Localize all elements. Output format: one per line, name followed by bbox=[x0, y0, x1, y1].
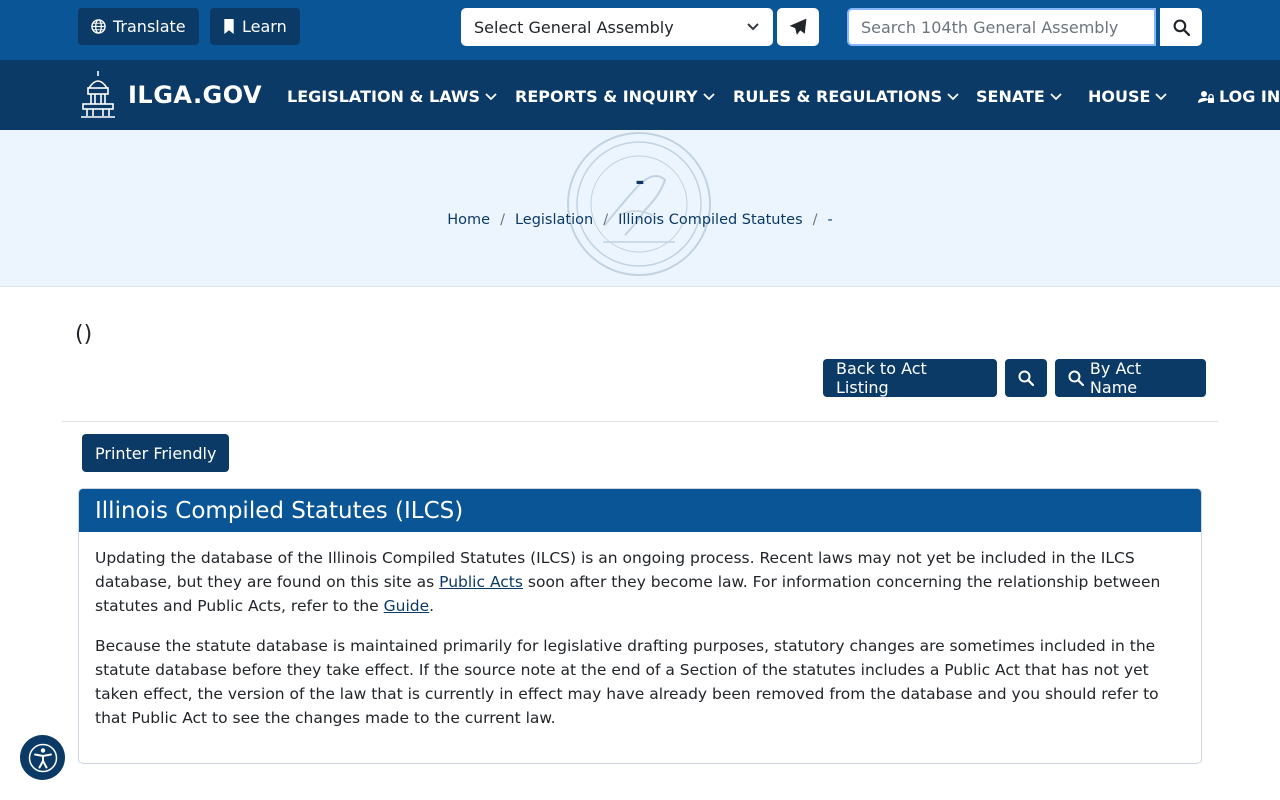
nav-rules-regulations-label: RULES & REGULATIONS bbox=[733, 87, 943, 106]
back-to-act-listing-label: Back to Act Listing bbox=[836, 359, 927, 397]
accessibility-button[interactable] bbox=[20, 735, 65, 780]
content-divider bbox=[62, 421, 1218, 422]
translate-button[interactable] bbox=[78, 8, 199, 45]
nav-legislation-laws-label: LEGISLATION & LAWS bbox=[287, 87, 481, 106]
guide-link[interactable]: Guide bbox=[383, 597, 430, 615]
card-body bbox=[79, 532, 1201, 760]
general-assembly-select-value: Select General Assembly bbox=[474, 17, 674, 37]
breadcrumb-separator: / bbox=[812, 212, 818, 228]
breadcrumb bbox=[0, 212, 1280, 228]
breadcrumb-separator: / bbox=[500, 212, 505, 228]
brand-name: ILGA.GOV bbox=[128, 81, 263, 109]
search-button[interactable] bbox=[1160, 8, 1202, 46]
card-header: Illinois Compiled Statutes (ILCS) bbox=[79, 489, 1201, 532]
nav-login[interactable] bbox=[1198, 87, 1280, 106]
search-icon bbox=[1068, 370, 1084, 386]
translate-label: Translate bbox=[113, 17, 186, 36]
nav-reports-inquiry-label: REPORTS & INQUIRY bbox=[515, 87, 698, 106]
act-title: () bbox=[75, 322, 93, 347]
info-paragraph-1-text-c: . bbox=[429, 597, 435, 615]
breadcrumb-legislation[interactable]: Legislation bbox=[514, 212, 594, 228]
nav-rules-regulations[interactable] bbox=[733, 87, 959, 106]
search-icon bbox=[1018, 370, 1034, 386]
user-lock-icon bbox=[1198, 90, 1214, 104]
printer-friendly-label: Printer Friendly bbox=[95, 443, 217, 463]
paper-plane-icon bbox=[789, 18, 807, 36]
page-hero bbox=[0, 130, 1280, 287]
search-acts-button[interactable] bbox=[1005, 359, 1047, 397]
utility-bar bbox=[0, 0, 1280, 60]
back-to-act-listing-button[interactable] bbox=[823, 359, 997, 397]
home-logo-link[interactable] bbox=[80, 70, 262, 120]
breadcrumb-home[interactable]: Home bbox=[447, 212, 491, 228]
ilcs-info-card bbox=[78, 488, 1202, 764]
nav-reports-inquiry[interactable] bbox=[515, 87, 715, 106]
learn-label: Learn bbox=[242, 17, 287, 36]
state-seal-watermark-icon bbox=[565, 130, 713, 278]
search-icon bbox=[1173, 19, 1190, 36]
by-act-name-button[interactable] bbox=[1055, 359, 1206, 397]
nav-house-label: HOUSE bbox=[1088, 87, 1151, 106]
nav-senate-label: SENATE bbox=[976, 87, 1045, 106]
chevron-down-icon bbox=[947, 93, 959, 101]
info-paragraph-1-text-a: Updating the database of the Illinois Compiled Statutes (ILCS) is an ongoing process. Recent laws may not yet be included in the ILCS database, but they are found on this site as bbox=[95, 549, 1135, 591]
bookmark-icon bbox=[223, 19, 235, 34]
learn-button[interactable] bbox=[210, 8, 300, 45]
accessibility-icon bbox=[28, 743, 58, 773]
search-input[interactable] bbox=[847, 8, 1156, 46]
chevron-down-icon bbox=[1050, 93, 1062, 101]
chevron-down-icon bbox=[485, 93, 497, 101]
chevron-down-icon bbox=[703, 93, 715, 101]
page-title: - bbox=[635, 170, 645, 195]
globe-icon bbox=[91, 19, 106, 34]
capitol-logo-icon bbox=[80, 70, 116, 120]
breadcrumb-ilcs[interactable]: Illinois Compiled Statutes bbox=[618, 212, 803, 228]
go-assembly-button[interactable] bbox=[777, 8, 819, 46]
info-paragraph-1 bbox=[95, 546, 1185, 618]
breadcrumb-current: - bbox=[827, 212, 833, 228]
info-paragraph-1-text-b: soon after they become law. For information concerning the relationship between statutes and Public Acts, refer to the bbox=[95, 573, 1161, 615]
nav-house[interactable] bbox=[1088, 87, 1167, 106]
main-navbar bbox=[0, 60, 1280, 130]
chevron-down-icon bbox=[746, 22, 760, 32]
info-paragraph-2: Because the statute database is maintained primarily for legislative drafting purposes, statutory changes are sometimes included in the statute database before they take effect. If the source note at the end of a Section of the statutes includes a Public Act that has not yet taken effect, the version of the law that is currently in effect may have already been removed from the database and you should refer to that Public Act to see the changes made to the current law. bbox=[95, 637, 1159, 727]
by-act-name-label: By Act Name bbox=[1089, 359, 1142, 397]
general-assembly-select[interactable] bbox=[461, 8, 773, 46]
breadcrumb-separator: / bbox=[603, 212, 609, 228]
printer-friendly-button[interactable] bbox=[82, 434, 229, 472]
nav-login-label: LOG IN bbox=[1219, 87, 1280, 106]
public-acts-link[interactable]: Public Acts bbox=[439, 573, 523, 591]
chevron-down-icon bbox=[1155, 93, 1167, 101]
nav-senate[interactable] bbox=[976, 87, 1062, 106]
nav-legislation-laws[interactable] bbox=[287, 87, 497, 106]
